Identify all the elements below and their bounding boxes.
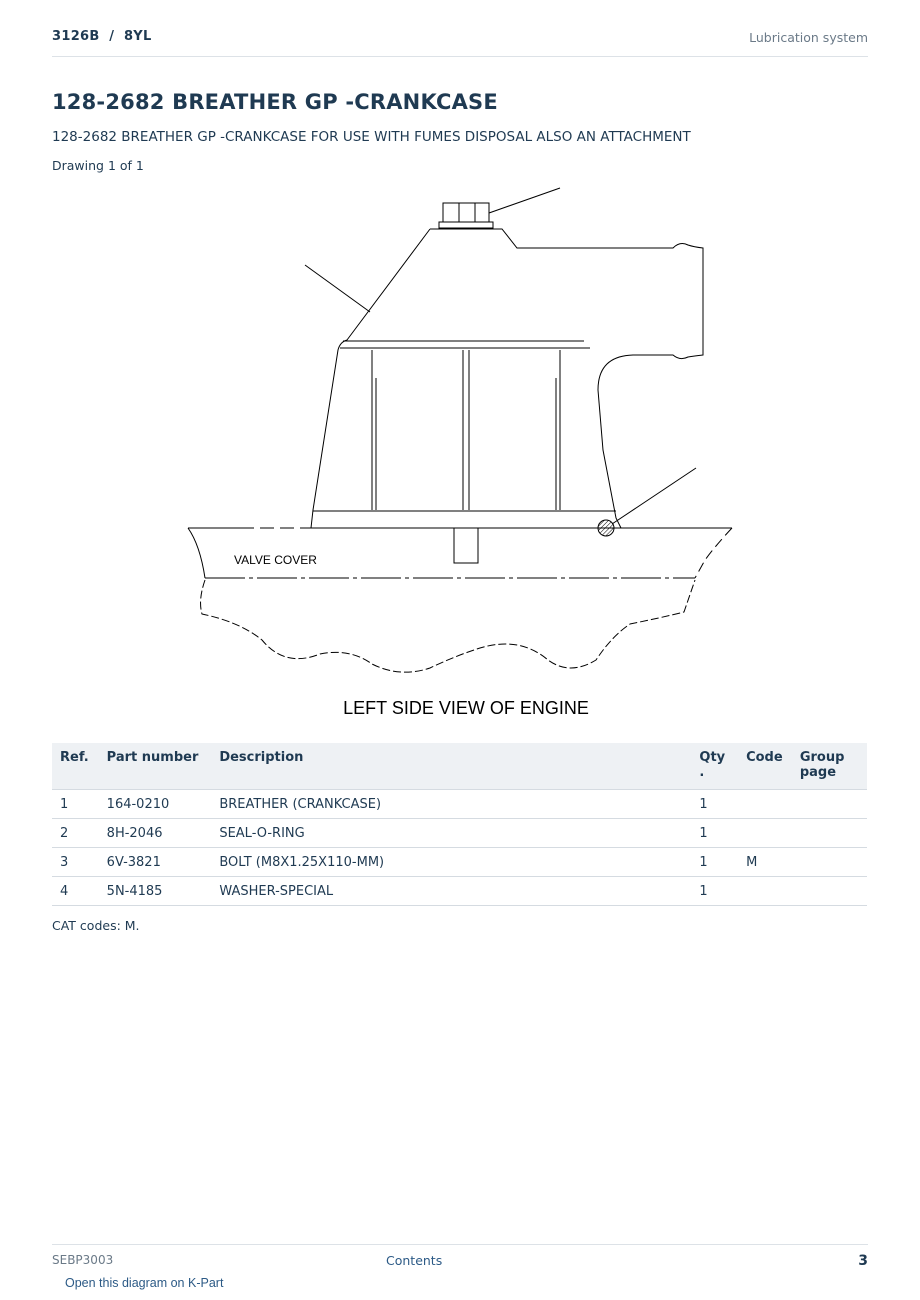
contents-link[interactable]: Contents	[386, 1253, 443, 1268]
diagram-svg	[180, 180, 740, 725]
cell-description: WASHER-SPECIAL	[211, 877, 691, 906]
table-row	[52, 790, 867, 819]
cell-code	[738, 877, 792, 906]
table-row	[52, 877, 867, 906]
model-label: 3126B / 8YL	[52, 29, 152, 44]
col-ref: Ref.	[52, 743, 99, 790]
cell-description: BOLT (M8X1.25X110-MM)	[211, 848, 691, 877]
page-title: 128-2682 BREATHER GP -CRANKCASE	[52, 90, 498, 114]
page-subtitle: 128-2682 BREATHER GP -CRANKCASE FOR USE WITH FUMES DISPOSAL ALSO AN ATTACHMENT	[52, 129, 691, 145]
cell-group-page	[792, 877, 867, 906]
kpart-link[interactable]: Open this diagram on K-Part	[65, 1276, 224, 1290]
col-part-number: Part number	[99, 743, 212, 790]
table-header-row	[52, 743, 867, 790]
cell-group-page	[792, 819, 867, 848]
cell-group-page	[792, 790, 867, 819]
cell-part-number: 8H-2046	[99, 819, 212, 848]
page-header	[52, 28, 868, 57]
cell-description: SEAL-O-RING	[211, 819, 691, 848]
cell-group-page	[792, 848, 867, 877]
cat-codes-note: CAT codes: M.	[52, 918, 140, 933]
parts-table	[52, 743, 867, 906]
doc-id: SEBP3003	[52, 1253, 114, 1267]
col-qty: Qty .	[691, 743, 738, 790]
section-label: Lubrication system	[749, 30, 868, 45]
table-row	[52, 819, 867, 848]
cell-ref: 3	[52, 848, 99, 877]
cell-ref: 1	[52, 790, 99, 819]
valve-cover-label: VALVE COVER	[234, 553, 317, 567]
page-footer	[52, 1244, 868, 1275]
col-description: Description	[211, 743, 691, 790]
page-number: 3	[858, 1253, 868, 1269]
cell-qty: 1	[691, 790, 738, 819]
cell-ref: 2	[52, 819, 99, 848]
col-code: Code	[738, 743, 792, 790]
breather-body	[311, 229, 703, 528]
cell-ref: 4	[52, 877, 99, 906]
cell-part-number: 6V-3821	[99, 848, 212, 877]
bolt-head	[439, 203, 493, 228]
cell-part-number: 164-0210	[99, 790, 212, 819]
table-row	[52, 848, 867, 877]
drawing-count: Drawing 1 of 1	[52, 158, 144, 173]
cell-qty: 1	[691, 848, 738, 877]
parts-diagram	[180, 180, 740, 725]
col-group-page: Group page	[792, 743, 867, 790]
cell-qty: 1	[691, 819, 738, 848]
cell-code	[738, 790, 792, 819]
cell-code: M	[738, 848, 792, 877]
cell-description: BREATHER (CRANKCASE)	[211, 790, 691, 819]
cell-part-number: 5N-4185	[99, 877, 212, 906]
view-caption: LEFT SIDE VIEW OF ENGINE	[343, 698, 589, 718]
cell-code	[738, 819, 792, 848]
cell-qty: 1	[691, 877, 738, 906]
